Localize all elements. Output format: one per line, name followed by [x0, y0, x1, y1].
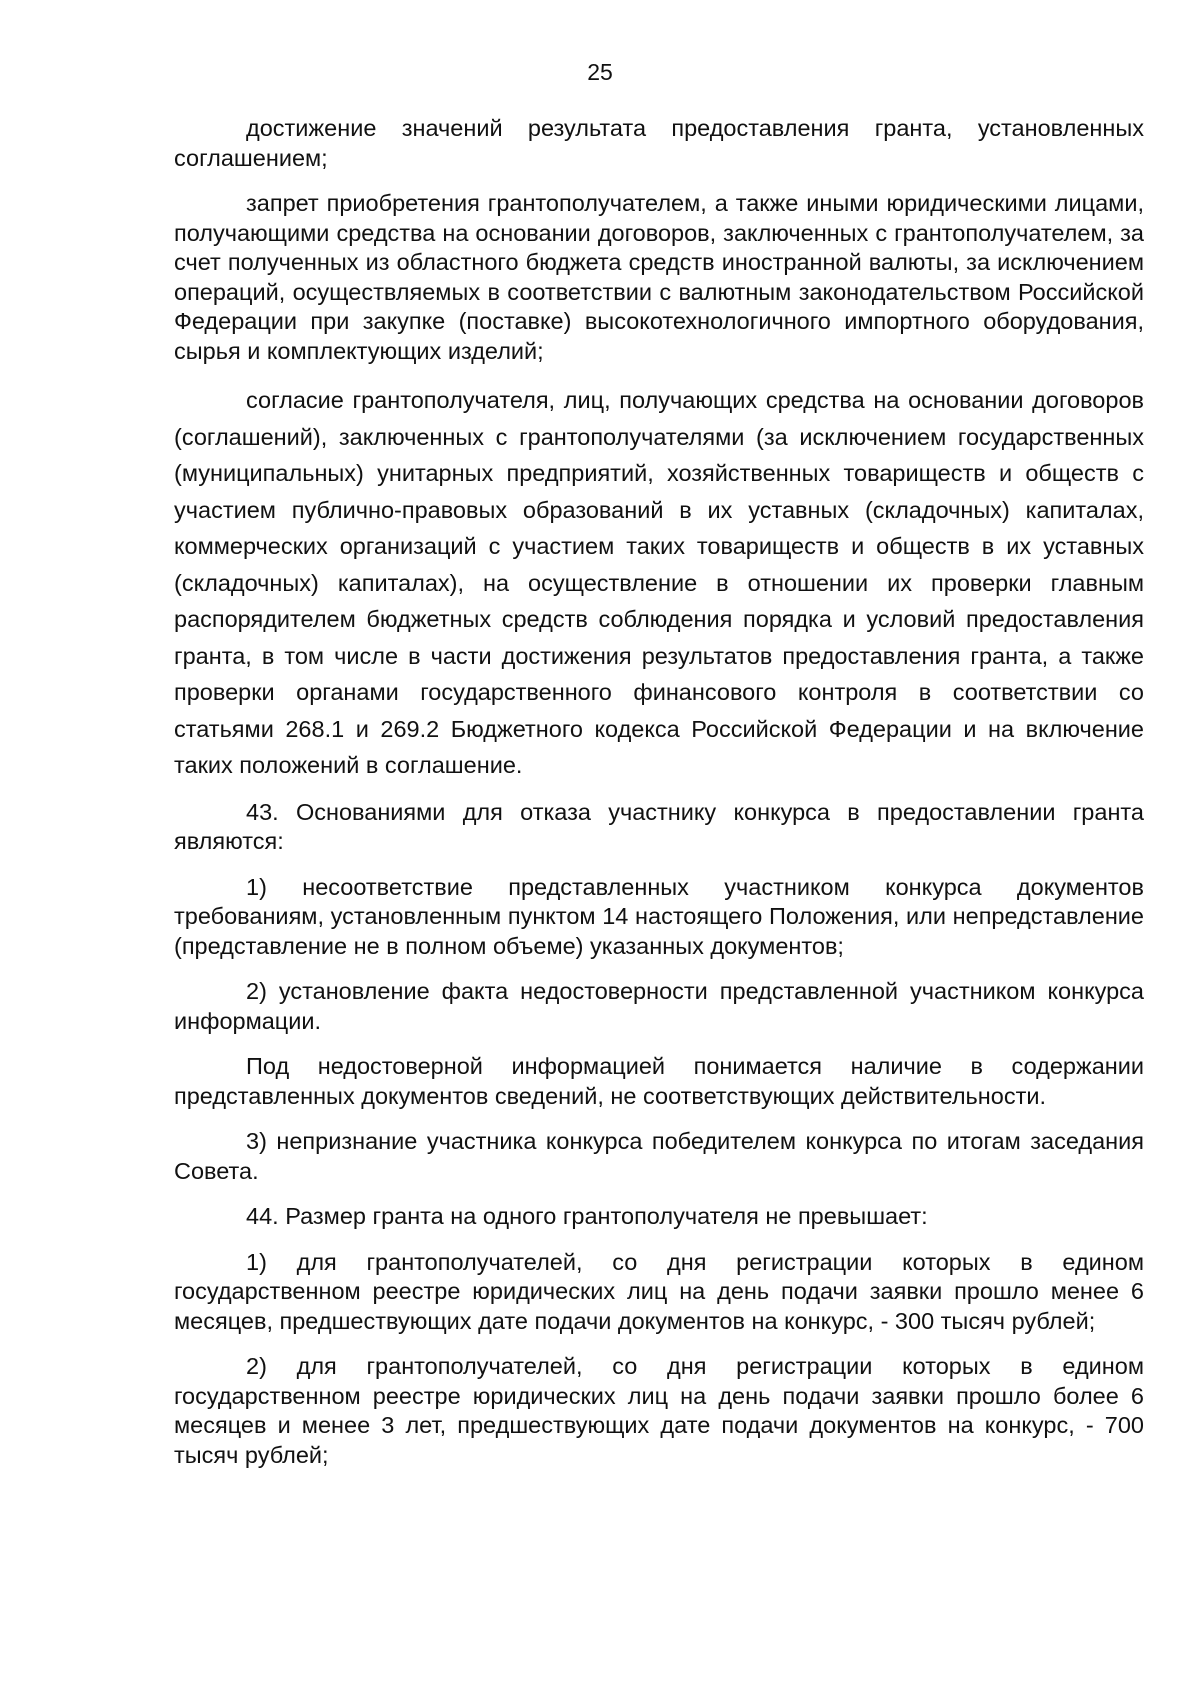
paragraph-refusal-item-2: 2) установление факта недостоверности представленной участником конкурса информации.: [174, 978, 1144, 1034]
paragraph-refusal-item-3: 3) непризнание участника конкурса победителем конкурса по итогам заседания Совета.: [174, 1128, 1144, 1184]
document-body: [174, 114, 1144, 1486]
paragraph-refusal-grounds: 43. Основаниями для отказа участнику конкурса в предоставлении гранта являются:: [174, 798, 1144, 854]
paragraph-grant-size: 44. Размер гранта на одного грантополучателя не превышает:: [246, 1203, 928, 1229]
paragraph-inspection-consent: согласие грантополучателя, лиц, получающих средства на основании договоров (соглашений), заключенных с грантополучателями (за исключением государственных (муниципальных) унитарных предприятий, хозяйственных товариществ и обществ с участием публично-правовых образований в их уставных (складочных) капиталах, коммерческих организаций с участием таких товариществ и обществ в их уставных (складочных) капиталах), на осуществление в отношении их проверки главным распорядителем бюджетных средств соблюдения порядка и условий предоставления гранта, в том числе в части достижения результатов предоставления гранта, а также проверки органами государственного финансового контроля в соответствии со статьями 268.1 и 269.2 Бюджетного кодекса Российской Федерации и на включение таких положений в соглашение.: [174, 387, 1144, 778]
paragraph-refusal-item-1: 1) несоответствие представленных участником конкурса документов требованиям, установленным пунктом 14 настоящего Положения, или непредставление (представление не в полном объеме) указанных документов;: [174, 873, 1144, 959]
paragraph-currency-ban: запрет приобретения грантополучателем, а также иными юридическими лицами, получающими средства на основании договоров, заключенных с грантополучателем, за счет полученных из областного бюджета средств иностранной валюты, за исключением операций, осуществляемых в соответствии с валютным законодательством Российской Федерации при закупке (поставке) высокотехнологичного импортного оборудования, сырья и комплектующих изделий;: [174, 190, 1144, 364]
paragraph-grant-size-item-2: 2) для грантополучателей, со дня регистрации которых в едином государственном реестре юридических лиц на день подачи заявки прошло более 6 месяцев и менее 3 лет, предшествующих дате подачи документов на конкурс, - 700 тысяч рублей;: [174, 1353, 1144, 1468]
paragraph-grant-size-item-1: 1) для грантополучателей, со дня регистрации которых в едином государственном реестре юридических лиц на день подачи заявки прошло менее 6 месяцев, предшествующих дате подачи документов на конкурс, - 300 тысяч рублей;: [174, 1248, 1144, 1334]
page-number: 25: [587, 59, 613, 85]
paragraph-false-info-definition: Под недостоверной информацией понимается наличие в содержании представленных документов сведений, не соответствующих действительности.: [174, 1053, 1144, 1109]
paragraph-result-achievement: достижение значений результата предоставления гранта, установленных соглашением;: [174, 115, 1144, 171]
